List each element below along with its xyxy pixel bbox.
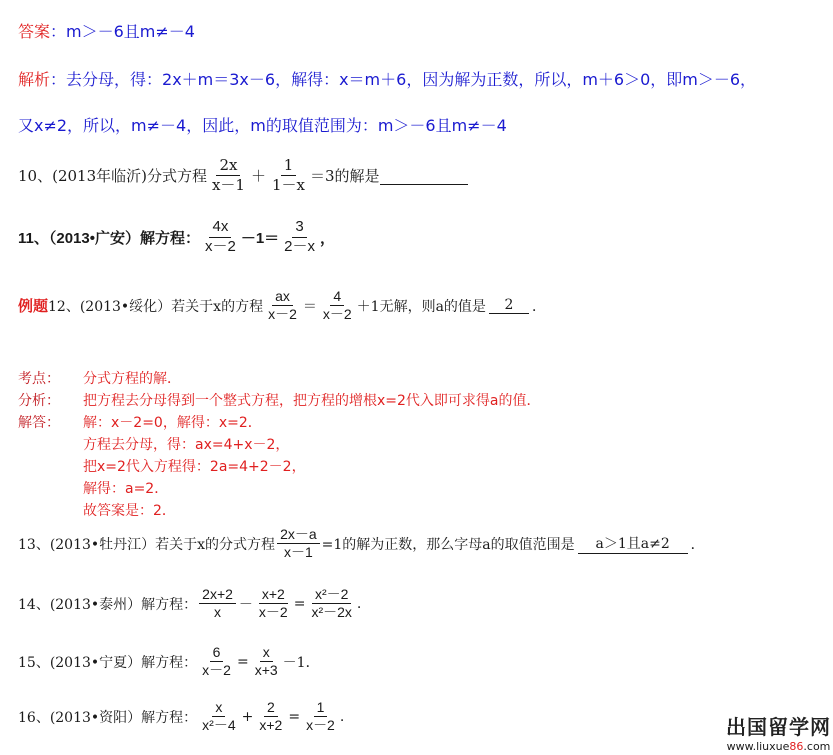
q12-frac2-num: 4 [330,289,344,306]
q16-frac2-num: 2 [264,700,278,717]
q12-fraction-2 [320,289,355,323]
analysis-prev-line1 [18,67,756,90]
q13-fraction [277,527,320,561]
q14-frac2-num: x+2 [259,587,288,604]
q14-fraction-3 [308,587,354,621]
q10-eq: ＝3的解是 [310,166,380,185]
question-11 [18,219,335,255]
answer-sep: ： [50,22,67,41]
solution-step-2: 方程去分母，得：ax=4+x－2， [83,437,290,453]
answer-prev-line [18,19,195,42]
q10-frac1-den: x－1 [211,175,245,194]
q10-fraction-1 [209,157,248,193]
q14-fraction-1 [199,587,236,621]
q12-suffix-a: ＋1无解，则a的值是 [356,298,486,315]
watermark-url [726,740,831,753]
q16-frac2-den: x+2 [259,717,283,734]
q15-frac1-den: x－2 [202,662,231,679]
q15-frac1-num: 6 [210,645,224,662]
q12-frac2-den: x－2 [322,306,352,323]
watermark-title: 出国留学网 [726,715,831,739]
analysis-text-1: ：去分母，得：2x＋m＝3x－6，解得：x＝m＋6，因为解为正数，所以，m＋6＞0，即m＞－6， [50,70,757,89]
q12-frac1-den: x－2 [268,306,297,323]
q16-frac3-den: x－2 [306,717,335,734]
q16-fraction-3 [303,700,338,734]
q14-fraction-2 [256,587,291,621]
q11-fraction-2 [281,219,318,255]
q15-suffix: －1． [282,654,320,671]
q16-plus: + [241,708,254,725]
q14-frac3-num: x²－2 [312,587,351,604]
watermark [726,711,831,753]
q11-frac1-num: 4x [209,219,231,238]
q12-fraction-1 [265,289,300,323]
q11-frac2-den: 2－x [284,237,316,255]
q10-prefix: 10、(2013年临沂)分式方程 [18,166,207,185]
q11-suffix: ， [320,229,336,247]
question-15 [18,645,320,679]
q14-eq: = [293,595,306,612]
kaodian-text: 分式方程的解． [83,371,181,387]
q14-frac3-den: x²－2x [311,604,352,621]
answer-label: 答案 [18,22,51,41]
kaodian-label: 考点： [18,371,60,387]
q10-frac2-den: 1－x [272,175,306,194]
q10-frac1-num: 2x [216,157,240,176]
q12-answer: 2 [489,297,529,314]
solution-step-5: 故答案是：2． [83,503,176,519]
q16-prefix: 16、(2013•资阳）解方程： [18,709,198,726]
q16-fraction-1 [199,700,238,734]
question-16 [18,700,344,734]
q13-frac-num: 2x－a [277,527,320,544]
q12-tag: 例题 [18,298,49,316]
q12-solution [18,368,541,522]
solution-step-1: 解：x－2=0，解得：x=2． [83,415,262,431]
q13-suffix-a: =1的解为正数，那么字母a的取值范围是 [321,536,575,553]
q11-fraction-1 [202,219,239,255]
watermark-url-prefix: www.liuxue [726,740,790,753]
q10-fraction-2 [269,157,308,193]
q13-prefix: 13、(2013•牡丹江）若关于x的分式方程 [18,536,276,553]
q14-prefix: 14、(2013•泰州）解方程： [18,596,198,613]
q10-plus: ＋ [250,166,266,185]
q16-frac1-num: x [212,700,225,717]
q12-eq: ＝ [302,298,317,315]
q13-frac-den: x－1 [283,544,313,561]
q10-frac2-num: 1 [281,157,297,176]
question-14 [18,587,361,621]
q16-frac3-num: 1 [314,700,328,717]
jieda-row [18,412,541,434]
q13-suffix-b: ． [690,536,705,553]
q12-frac1-num: ax [272,289,293,306]
q12-suffix-b: ． [531,298,546,315]
question-10 [18,157,468,193]
q16-fraction-2 [256,700,285,734]
q15-fraction-1 [199,645,234,679]
q12-prefix: 12、(2013•绥化）若关于x的方程 [48,298,264,315]
q14-minus: － [238,596,253,613]
q13-answer: a＞1且a≠2 [578,533,688,554]
analysis-prev-line2: 又x≠2，所以，m≠－4，因此，m的取值范围为：m＞－6且m≠－4 [18,116,507,135]
q14-frac2-den: x－2 [258,604,288,621]
q15-eq: = [236,653,249,670]
fenxi-label: 分析： [18,393,60,409]
q11-frac1-den: x－2 [204,237,236,255]
q14-suffix: . [356,595,362,612]
q11-prefix: 11、（2013•广安）解方程： [18,229,200,247]
q14-frac1-num: 2x+2 [199,587,236,604]
q14-frac1-den: x [214,604,222,621]
kaodian-row [18,368,541,390]
q16-suffix: . [339,708,345,725]
q11-middle: －1＝ [240,229,280,247]
q15-fraction-2 [252,645,281,679]
jieda-label: 解答： [18,415,60,431]
answer-text: m＞－6且m≠－4 [66,22,195,41]
q15-prefix: 15、(2013•宁夏）解方程： [18,654,198,671]
q16-eq: = [288,708,301,725]
question-12 [18,289,546,323]
fenxi-text: 把方程去分母得到一个整式方程，把方程的增根x=2代入即可求得a的值． [83,393,541,409]
q15-frac2-num: x [260,645,273,662]
analysis-label: 解析 [18,70,51,89]
solution-step-4: 解得：a=2． [83,481,169,497]
fenxi-row [18,390,541,412]
q15-frac2-den: x+3 [254,662,278,679]
solution-step-3: 把x=2代入方程得：2a=4+2－2， [83,459,306,475]
question-13 [18,527,705,561]
q10-answer-blank [380,166,468,185]
watermark-url-suffix: .com [803,740,831,753]
q11-frac2-num: 3 [292,219,306,238]
q16-frac1-den: x²－4 [202,717,236,734]
watermark-url-num: 86 [789,740,804,753]
